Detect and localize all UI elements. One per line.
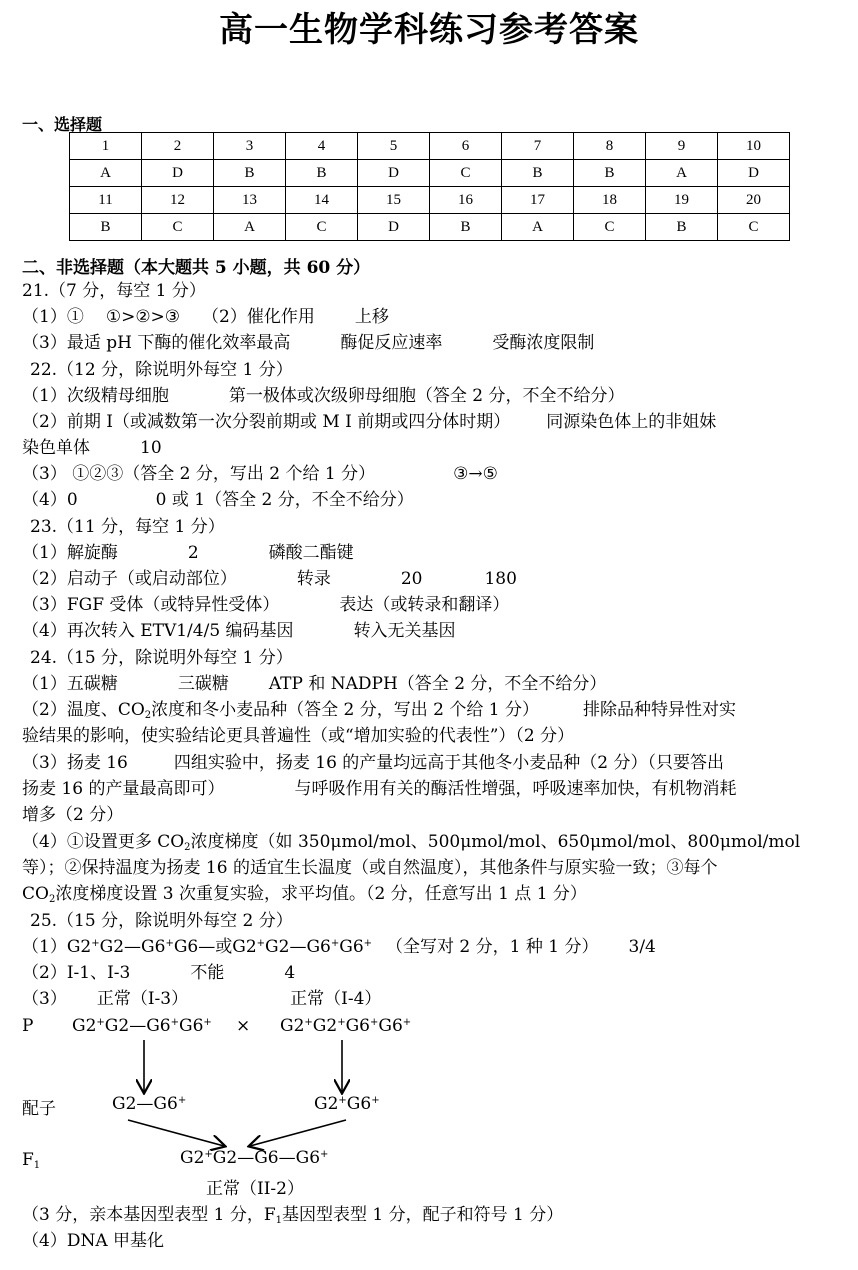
question-number-cell: 9 [646, 133, 718, 160]
q22-line-3: 染色单体 10 [22, 438, 162, 458]
answer-cell: B [574, 160, 646, 187]
q24-line-2: （2）温度、$CO_2$浓度和冬小麦品种（答全 2 分，写出 2 个给 1 分） 排除品种特异性对实 [22, 700, 737, 721]
answer-cell: B [214, 160, 286, 187]
answer-cell: B [646, 214, 718, 241]
answer-cell: C [718, 214, 790, 241]
answer-cell: B [70, 214, 142, 241]
p-label: P [22, 1016, 34, 1036]
question-number-cell: 16 [430, 187, 502, 214]
q24-line-7: （4）①设置更多 $CO_2$浓度梯度（如 350μmol/mol、500μmol/mol、650μmol/mol、800μmol/mol [22, 832, 801, 853]
q23-line-2: （2）启动子（或启动部位） 转录 20 180 [22, 569, 517, 589]
gamete-label: 配子 [22, 1099, 56, 1119]
q24-heading: 24.（15 分，除说明外每空 1 分） [30, 648, 293, 668]
page-title: 高一生物学科练习参考答案 [219, 10, 639, 50]
q22-line-4: （3） ①②③（答全 2 分，写出 2 个给 1 分） ③→⑤ [22, 464, 498, 484]
question-number-cell: 12 [142, 187, 214, 214]
question-number-cell: 10 [718, 133, 790, 160]
q22-line-2: （2）前期 I（或减数第一次分裂前期或 M Ⅰ 前期或四分体时期） 同源染色体上的非姐妹 [22, 412, 717, 432]
answer-cell: C [142, 214, 214, 241]
f1-phenotype: 正常（II-2） [206, 1179, 304, 1199]
question-number-cell: 4 [286, 133, 358, 160]
answer-cell: D [358, 160, 430, 187]
q23-line-1: （1）解旋酶 2 磷酸二酯键 [22, 543, 354, 563]
q22-line-1: （1）次级精母细胞 第一极体或次级卵母细胞（答全 2 分，不全不给分） [22, 386, 625, 406]
q22-heading: 22.（12 分，除说明外每空 1 分） [30, 360, 293, 380]
question-number-cell: 19 [646, 187, 718, 214]
answer-cell: C [574, 214, 646, 241]
answer-cell: D [718, 160, 790, 187]
cross-symbol: × [236, 1016, 251, 1036]
question-number-cell: 2 [142, 133, 214, 160]
question-number-cell: 11 [70, 187, 142, 214]
question-number-cell: 5 [358, 133, 430, 160]
answer-cell: A [70, 160, 142, 187]
f1-label: $F_1$ [22, 1150, 41, 1171]
q24-line-1: （1）五碳糖 三碳糖 ATP 和 NADPH（答全 2 分，不全不给分） [22, 674, 607, 694]
f1-genotype: G2+G2—G6—G6+ [180, 1148, 329, 1168]
q24-line-6: 增多（2 分） [22, 805, 124, 825]
answer-cell: A [502, 214, 574, 241]
arrow-gamete-left-f1 [128, 1120, 224, 1146]
question-number-cell: 15 [358, 187, 430, 214]
q24-line-8: 等）；②保持温度为扬麦 16 的适宜生长温度（或自然温度），其他条件与原实验一致；③每个 [22, 858, 718, 878]
question-number-cell: 6 [430, 133, 502, 160]
question-number-cell: 20 [718, 187, 790, 214]
q23-heading: 23.（11 分，每空 1 分） [30, 517, 225, 537]
section-heading-nonchoice: 二、非选择题（本大题共 5 小题，共 60 分） [22, 258, 371, 278]
q22-line-5: （4）0 0 或 1（答全 2 分，不全不给分） [22, 490, 414, 510]
q25-line-3: （3） 正常（I-3） 正常（I-4） [22, 989, 382, 1009]
answer-cell: D [358, 214, 430, 241]
parent-genotype-left: G2+G2—G6+G6+ [72, 1016, 212, 1036]
q25-line-2: （2）I-1、I-3 不能 4 [22, 963, 296, 983]
q21-line-1: （1）① ①>②>③ （2）催化作用 上移 [22, 307, 389, 327]
answer-cell: B [286, 160, 358, 187]
q24-line-3: 验结果的影响，使实验结论更具普遍性（或“增加实验的代表性”）（2 分） [22, 726, 575, 746]
q24-line-5: 扬麦 16 的产量最高即可） 与呼吸作用有关的酶活性增强，呼吸速率加快，有机物消耗 [22, 779, 737, 799]
q23-line-4: （4）再次转入 ETV1/4/5 编码基因 转入无关基因 [22, 621, 456, 641]
arrow-gamete-right-f1 [250, 1120, 346, 1146]
question-number-cell: 1 [70, 133, 142, 160]
answer-cell: D [142, 160, 214, 187]
q21-heading: 21.（7 分，每空 1 分） [22, 281, 206, 301]
q23-line-3: （3）FGF 受体（或特异性受体） 表达（或转录和翻译） [22, 595, 510, 615]
answer-cell: A [646, 160, 718, 187]
q24-line-4: （3）扬麦 16 四组实验中，扬麦 16 的产量均远高于其他冬小麦品种（2 分）（只要答出 [22, 753, 725, 773]
gamete-right: G2+G6+ [314, 1094, 380, 1114]
answer-cell: B [502, 160, 574, 187]
question-number-cell: 13 [214, 187, 286, 214]
q25-line-1: （1）G2+G2—G6+G6—或G2+G2—G6+G6+ （全写对 2 分，1 种 1 分） 3/4 [22, 937, 656, 957]
answer-cell: A [214, 214, 286, 241]
question-number-cell: 18 [574, 187, 646, 214]
q25-line-4: （4）DNA 甲基化 [22, 1231, 165, 1251]
answer-cell: B [430, 214, 502, 241]
scoring-note: （3 分，亲本基因型表型 1 分，$F_1$基因型表型 1 分，配子和符号 1 分） [22, 1205, 564, 1226]
question-number-cell: 8 [574, 133, 646, 160]
question-number-cell: 3 [214, 133, 286, 160]
q21-line-2: （3）最适 pH 下酶的催化效率最高 酶促反应速率 受酶浓度限制 [22, 333, 595, 353]
section-heading-choice: 一、选择题 [22, 115, 103, 134]
gamete-left: G2—G6+ [112, 1094, 187, 1114]
parent-genotype-right: G2+G2+G6+G6+ [280, 1016, 412, 1036]
answer-cell: C [430, 160, 502, 187]
answer-cell: C [286, 214, 358, 241]
q24-line-9: $CO_2$浓度梯度设置 3 次重复实验，求平均值。（2 分，任意写出 1 点 1 分） [22, 884, 587, 905]
question-number-cell: 17 [502, 187, 574, 214]
question-number-cell: 14 [286, 187, 358, 214]
q25-heading: 25.（15 分，除说明外每空 2 分） [30, 911, 293, 931]
question-number-cell: 7 [502, 133, 574, 160]
